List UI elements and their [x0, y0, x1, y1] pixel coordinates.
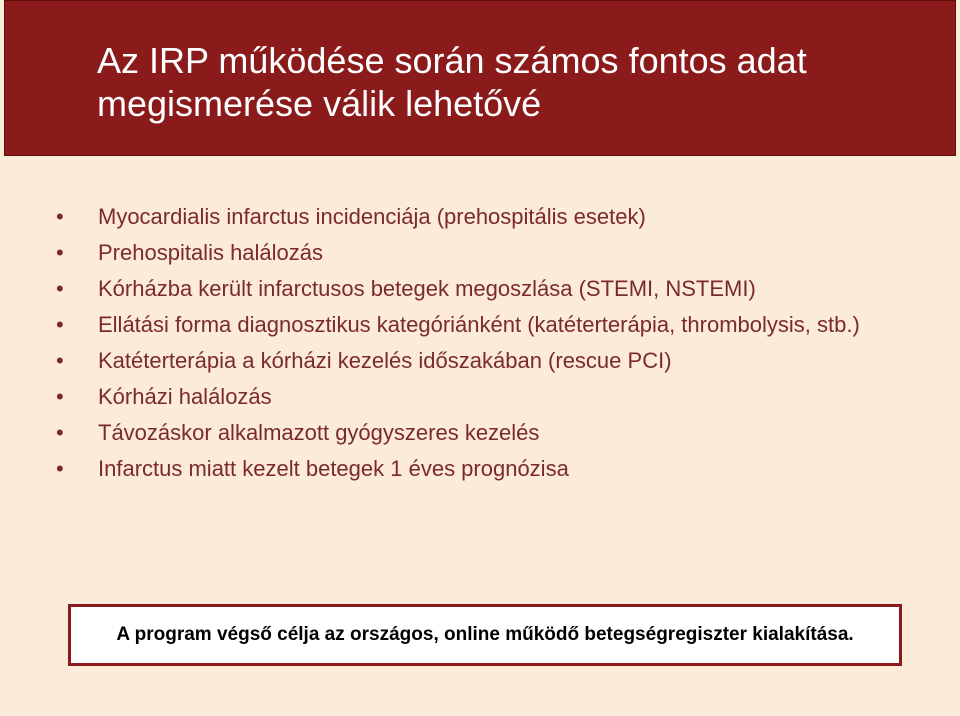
bullet-icon: • — [56, 384, 64, 409]
bullet-text: Prehospitalis halálozás — [98, 240, 324, 265]
bullet-text: Kórházba került infarctusos betegek megoszlása (STEMI, NSTEMI) — [98, 276, 756, 301]
list-item — [56, 240, 916, 266]
bullet-icon: • — [56, 240, 64, 265]
bullet-text: Myocardialis infarctus incidenciája (prehospitális esetek) — [98, 204, 646, 229]
bullet-icon: • — [56, 420, 64, 445]
bullet-text: Ellátási forma diagnosztikus kategóriánként (katéterterápia, thrombolysis, stb.) — [98, 312, 860, 337]
bullet-list — [56, 204, 916, 492]
bullet-text: Kórházi halálozás — [98, 384, 272, 409]
bullet-icon: • — [56, 276, 64, 301]
list-item — [56, 420, 916, 446]
list-item — [56, 276, 916, 302]
list-item — [56, 456, 916, 482]
list-item — [56, 204, 916, 230]
bullet-icon: • — [56, 204, 64, 229]
bullet-icon: • — [56, 312, 64, 337]
list-item — [56, 312, 916, 338]
list-item — [56, 348, 916, 374]
bullet-text: Távozáskor alkalmazott gyógyszeres kezelés — [98, 420, 540, 445]
bullet-text: Infarctus miatt kezelt betegek 1 éves prognózisa — [98, 456, 569, 481]
summary-text: A program végső célja az országos, online működő betegségregiszter kialakítása. — [116, 624, 854, 645]
title-band — [4, 0, 956, 156]
bullet-text: Katéterterápia a kórházi kezelés időszakában (rescue PCI) — [98, 348, 672, 373]
bullet-icon: • — [56, 348, 64, 373]
summary-box — [68, 604, 902, 666]
slide-title: Az IRP működése során számos fontos adat megismerése válik lehetővé — [97, 40, 807, 124]
list-item — [56, 384, 916, 410]
bullet-icon: • — [56, 456, 64, 481]
